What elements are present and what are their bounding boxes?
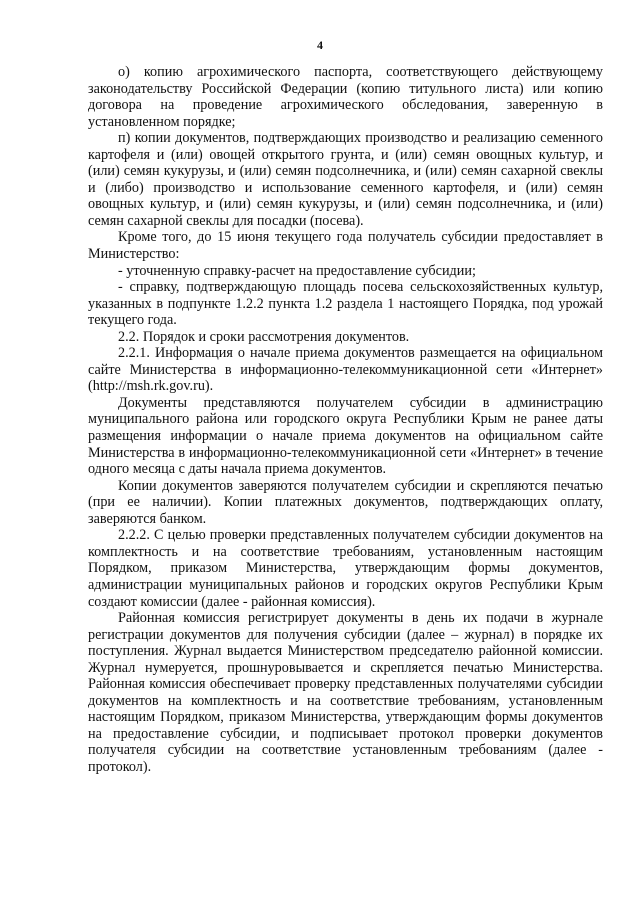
list-item-sowing-area-certificate: - справку, подтверждающую площадь посева сельскохозяйственных культур, указанных в подпункте 1.2.2 пункта 1.2 раздела 1 настоящего Порядка, под урожай текущего года. — [88, 279, 603, 329]
document-body — [88, 64, 603, 776]
page-number: 4 — [317, 38, 323, 52]
paragraph-item-o: о) копию агрохимического паспорта, соответствующего действующему законодательству Российской Федерации (копию титульного листа) или копию договора на проведение агрохимического обследования, заверенную в установленном порядке; — [88, 64, 603, 130]
paragraph-copies-certification: Копии документов заверяются получателем субсидии и скрепляются печатью (при ее наличии). Копии платежных документов, подтверждающих оплату, заверяются банком. — [88, 477, 603, 527]
section-heading-2-2: 2.2. Порядок и сроки рассмотрения документов. — [118, 328, 410, 345]
paragraph-documents-submission: Документы представляются получателем субсидии в администрацию муниципального района или городского округа Республики Крым не ранее даты размещения информации о начале приема документов на официальном сайте Министерства в информационно-телекоммуникационной сети «Интернет» в течение одного месяца с даты начала приема документов. — [88, 394, 603, 478]
paragraph-district-commission: Районная комиссия регистрирует документы в день их подачи в журнале регистрации документов для получения субсидии (далее – журнал) в порядке их поступления. Журнал выдается Министерством председателю районной комиссии. Журнал нумеруется, прошнуровывается и скрепляется печатью Министерства. Районная комиссия обеспечивает проверку представленных получателями субсидии документов на комплектность и на соответствие требованиям, установленным настоящим Порядком, приказом Министерства, утверждающим формы документов на предоставление субсидии, и подписывает протокол проверки документов получателя субсидии на соответствие установленным требованиям (далее - протокол). — [88, 610, 603, 775]
paragraph-item-p: п) копии документов, подтверждающих производство и реализацию семенного картофеля и (или) овощей открытого грунта, и (или) семян овощных культур, и (или) семян кукурузы, и (или) семян подсолнечника, и (или) семян сахарной свеклы и (либо) производство и использование семенного картофеля, и (или) семян овощных культур, и (или) семян кукурузы, и (или) семян подсолнечника, и (или) семян сахарной свеклы для посадки (посева). — [88, 130, 603, 229]
paragraph-2-2-2: 2.2.2. С целью проверки представленных получателем субсидии документов на комплектность и на соответствие требованиям, установленным настоящим Порядком, приказом Министерства, утверждающим формы документов, администрации муниципальных районов и городских округов Республики Крым создают комиссии (далее - районная комиссия). — [88, 527, 603, 610]
list-item-updated-calculation: - уточненную справку-расчет на предоставление субсидии; — [118, 262, 476, 279]
paragraph-additional-submission: Кроме того, до 15 июня текущего года получатель субсидии предоставляет в Министерство: — [88, 229, 603, 263]
paragraph-2-2-1: 2.2.1. Информация о начале приема документов размещается на официальном сайте Министерства в информационно-телекоммуникационной сети «Интернет» (http://msh.rk.gov.ru). — [88, 345, 603, 395]
